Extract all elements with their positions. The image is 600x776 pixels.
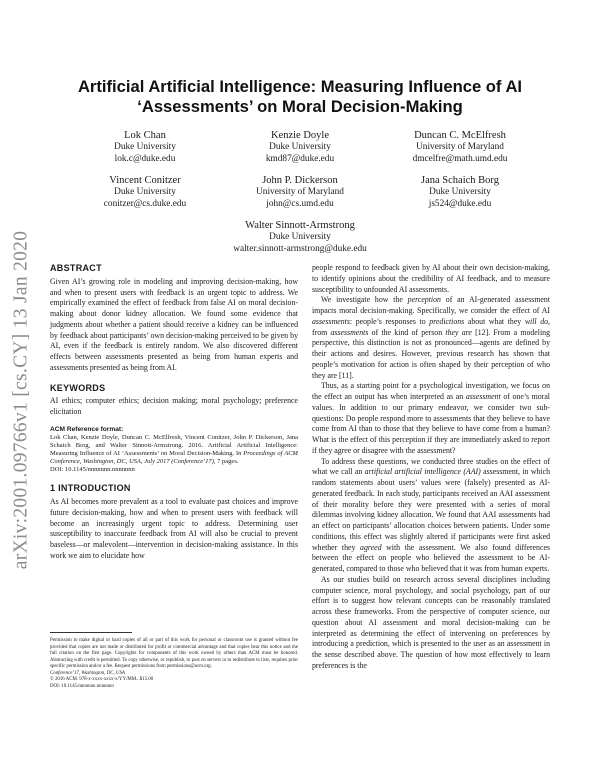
- author-email: conitzer@cs.duke.edu: [103, 198, 187, 209]
- author-block: [385, 129, 535, 165]
- acm-ref-proceedings: Proceedings of ACM Conference, Washington, DC, USA, July 2017 (Conference’17): [50, 450, 298, 466]
- author-name: Duncan C. McElfresh: [414, 130, 506, 141]
- author-email: lok.c@duke.edu: [114, 153, 176, 164]
- acm-ref-pages: , 7 pages.: [213, 458, 239, 466]
- author-email: dmcelfre@math.umd.edu: [412, 153, 508, 164]
- acm-ref-authors: Lok Chan, Kenzie Doyle, Duncan C. McElfresh, Vincent Conitzer, John P. Dickerson, Jana Schaich Borg, and Walter Sinnott-Armstrong. 2016. Artificial Artificial Intelligence: Measuring Influence of AI ‘Assessments’ on Moral Decision-Making. In: [50, 433, 298, 458]
- author-email: john@cs.umd.edu: [266, 198, 334, 209]
- abstract-text: Given AI’s growing role in modeling and improving decision-making, how and when to present users with feedback is an urgent topic to address. We empirically examined the effect of feedback from false AI on moral decision-making about donor kidney allocation. We found some evidence that judgments about whether a patient should receive a kidney can be influenced by feedback about participants’ own decision-making perceived to be given by AI, even if the feedback is entirely random. We also discovered different effects between assessments presented as being from human experts and assessments presented as being from AI.: [50, 276, 298, 372]
- author-name: Kenzie Doyle: [270, 130, 330, 141]
- author-block: [80, 174, 210, 210]
- author-email: js524@duke.edu: [428, 198, 492, 209]
- intro-paragraph: As AI becomes more prevalent as a tool to evaluate past choices and improve future decision-making, how and when to present users with feedback will become an increasingly urgent topic to address. Determining user susceptibility to inaccurate feedback from AI will also be crucial to prevent baseless—or malevolent—intervention in decision-making assistance. In this work we aim to elucidate how: [50, 497, 298, 560]
- intro-heading: 1 INTRODUCTION: [50, 483, 131, 494]
- author-affiliation: University of Maryland: [256, 187, 344, 197]
- right-paragraph: As our studies build on research across several disciplines including computer science, moral psychology, and social psychology, part of our effort is to suggest how relevant concepts can be reasonably translated across these frameworks. From the perspective of computer science, our question about AI assessment and moral decision-making can be interpreted as determining the effect of intervening on preferences by introducing a prediction, which is presented to the user as an assessment in the sense described above. The question of how most effectively to learn preferences is the: [312, 574, 550, 670]
- keywords-heading: KEYWORDS: [50, 382, 106, 393]
- author-name: Lok Chan: [124, 130, 166, 141]
- acm-ref-doi: DOI: 10.1145/nnnnnnn.nnnnnnn: [50, 466, 135, 474]
- author-email: walter.sinnott-armstrong@duke.edu: [233, 243, 367, 254]
- author-block: [235, 174, 365, 210]
- acm-reference-heading: ACM Reference format:: [50, 425, 124, 433]
- acm-reference-text: [50, 434, 298, 466]
- permission-text: Permission to make digital or hard copies of all or part of this work for personal or classroom use is granted without fee provided that copies are not made or distributed for profit or commercial advantage and that copies bear this notice and the full citation on the first page. Copyrights for components of this work owned by others than ACM must be honored. Abstracting with credit is permitted. To copy otherwise, or republish, to post on servers or to redistribute to lists, requires prior specific permission and/or a fee. Request permissions from permissions@acm.org.: [50, 638, 298, 670]
- author-name: Jana Schaich Borg: [421, 175, 499, 186]
- author-affiliation: University of Maryland: [416, 142, 504, 152]
- permission-copyright: © 2016 ACM. 978-x-xxxx-xxxx-x/YY/MM...$15.00: [50, 677, 154, 683]
- acm-reference: [50, 426, 298, 475]
- author-affiliation: Duke University: [429, 187, 491, 197]
- footnote-rule: [50, 632, 132, 633]
- conference-name: Conference’17, Washington, DC, USA: [50, 670, 125, 676]
- author-affiliation: Duke University: [269, 142, 331, 152]
- permission-doi: DOI: 10.1145/nnnnnnn.nnnnnnn: [50, 683, 114, 689]
- author-block: [395, 174, 525, 210]
- author-affiliation: Duke University: [269, 232, 331, 242]
- author-block: [85, 129, 205, 165]
- abstract-heading: ABSTRACT: [50, 263, 102, 273]
- author-name: Vincent Conitzer: [109, 175, 181, 186]
- paper-title: Artificial Artificial Intelligence: Measuring Influence of AI ‘Assessments’ on Moral Decision-Making: [77, 77, 523, 116]
- author-name: Walter Sinnott-Armstrong: [245, 220, 355, 231]
- author-block: [210, 219, 390, 255]
- author-affiliation: Duke University: [114, 142, 176, 152]
- right-paragraph: We investigate how the perception of an AI-generated assessment impacts moral decision-making. Specifically, we consider the effect of AI assessments: people’s responses to predictions about what they will do, from assessments of the kind of person they are [12]. From a modeling perspective, this distinction is not as pronounced—agents are defined by their actions and desires. However, previous research has shown that people’s motivation for action is often shaped by their perception of who they are [11].: [312, 295, 551, 380]
- right-paragraph: people respond to feedback given by AI about their own decision-making, to identify opinions about the credibility of AI feedback, and to measure susceptibility to unfounded AI assessments.: [312, 263, 550, 294]
- arxiv-id: arXiv:2001.09766v1 [cs.CY] 13 Jan 2020: [10, 230, 31, 570]
- right-column: [312, 263, 550, 672]
- right-paragraph: Thus, as a starting point for a psychological investigation, we focus on the effect an output has when interpreted as an assessment of one’s moral values. In addition to our primary endeavor, we consider two sub-questions: Do people respond more to assessments that they believe to have come from AI than to those that they believe to have come from a human? What is the effect of this perception if they are immediately asked to report if they agree or disagree with the assessment?: [312, 381, 550, 455]
- right-paragraph: To address these questions, we conducted three studies on the effect of what we call an artificial artificial intelligence (AAI) assessment, in which random statements about users’ values were (falsely) presented as AI-generated feedback. In each study, participants received an AAI assessment of their morality before they were presented with a series of moral dilemmas involving kidney allocation. We found that AAI assessments had an effect on participants’ allocation choices between patients. Under some conditions, this effect was slightly altered if participants were first asked whether they agreed with the assessment. We also found differences between the effect on people who believed the assessment to be AI-generated, compared to those who believed that it was from human experts.: [312, 456, 550, 573]
- arxiv-stamp: [9, 232, 33, 568]
- author-affiliation: Duke University: [114, 187, 176, 197]
- author-name: John P. Dickerson: [262, 175, 338, 186]
- left-column: [50, 263, 298, 562]
- keywords-text: AI ethics; computer ethics; decision making; moral psychology; preference elicitation: [50, 396, 298, 416]
- author-block: [240, 129, 360, 165]
- author-email: kmd87@duke.edu: [265, 153, 335, 164]
- permission-block: [50, 638, 298, 690]
